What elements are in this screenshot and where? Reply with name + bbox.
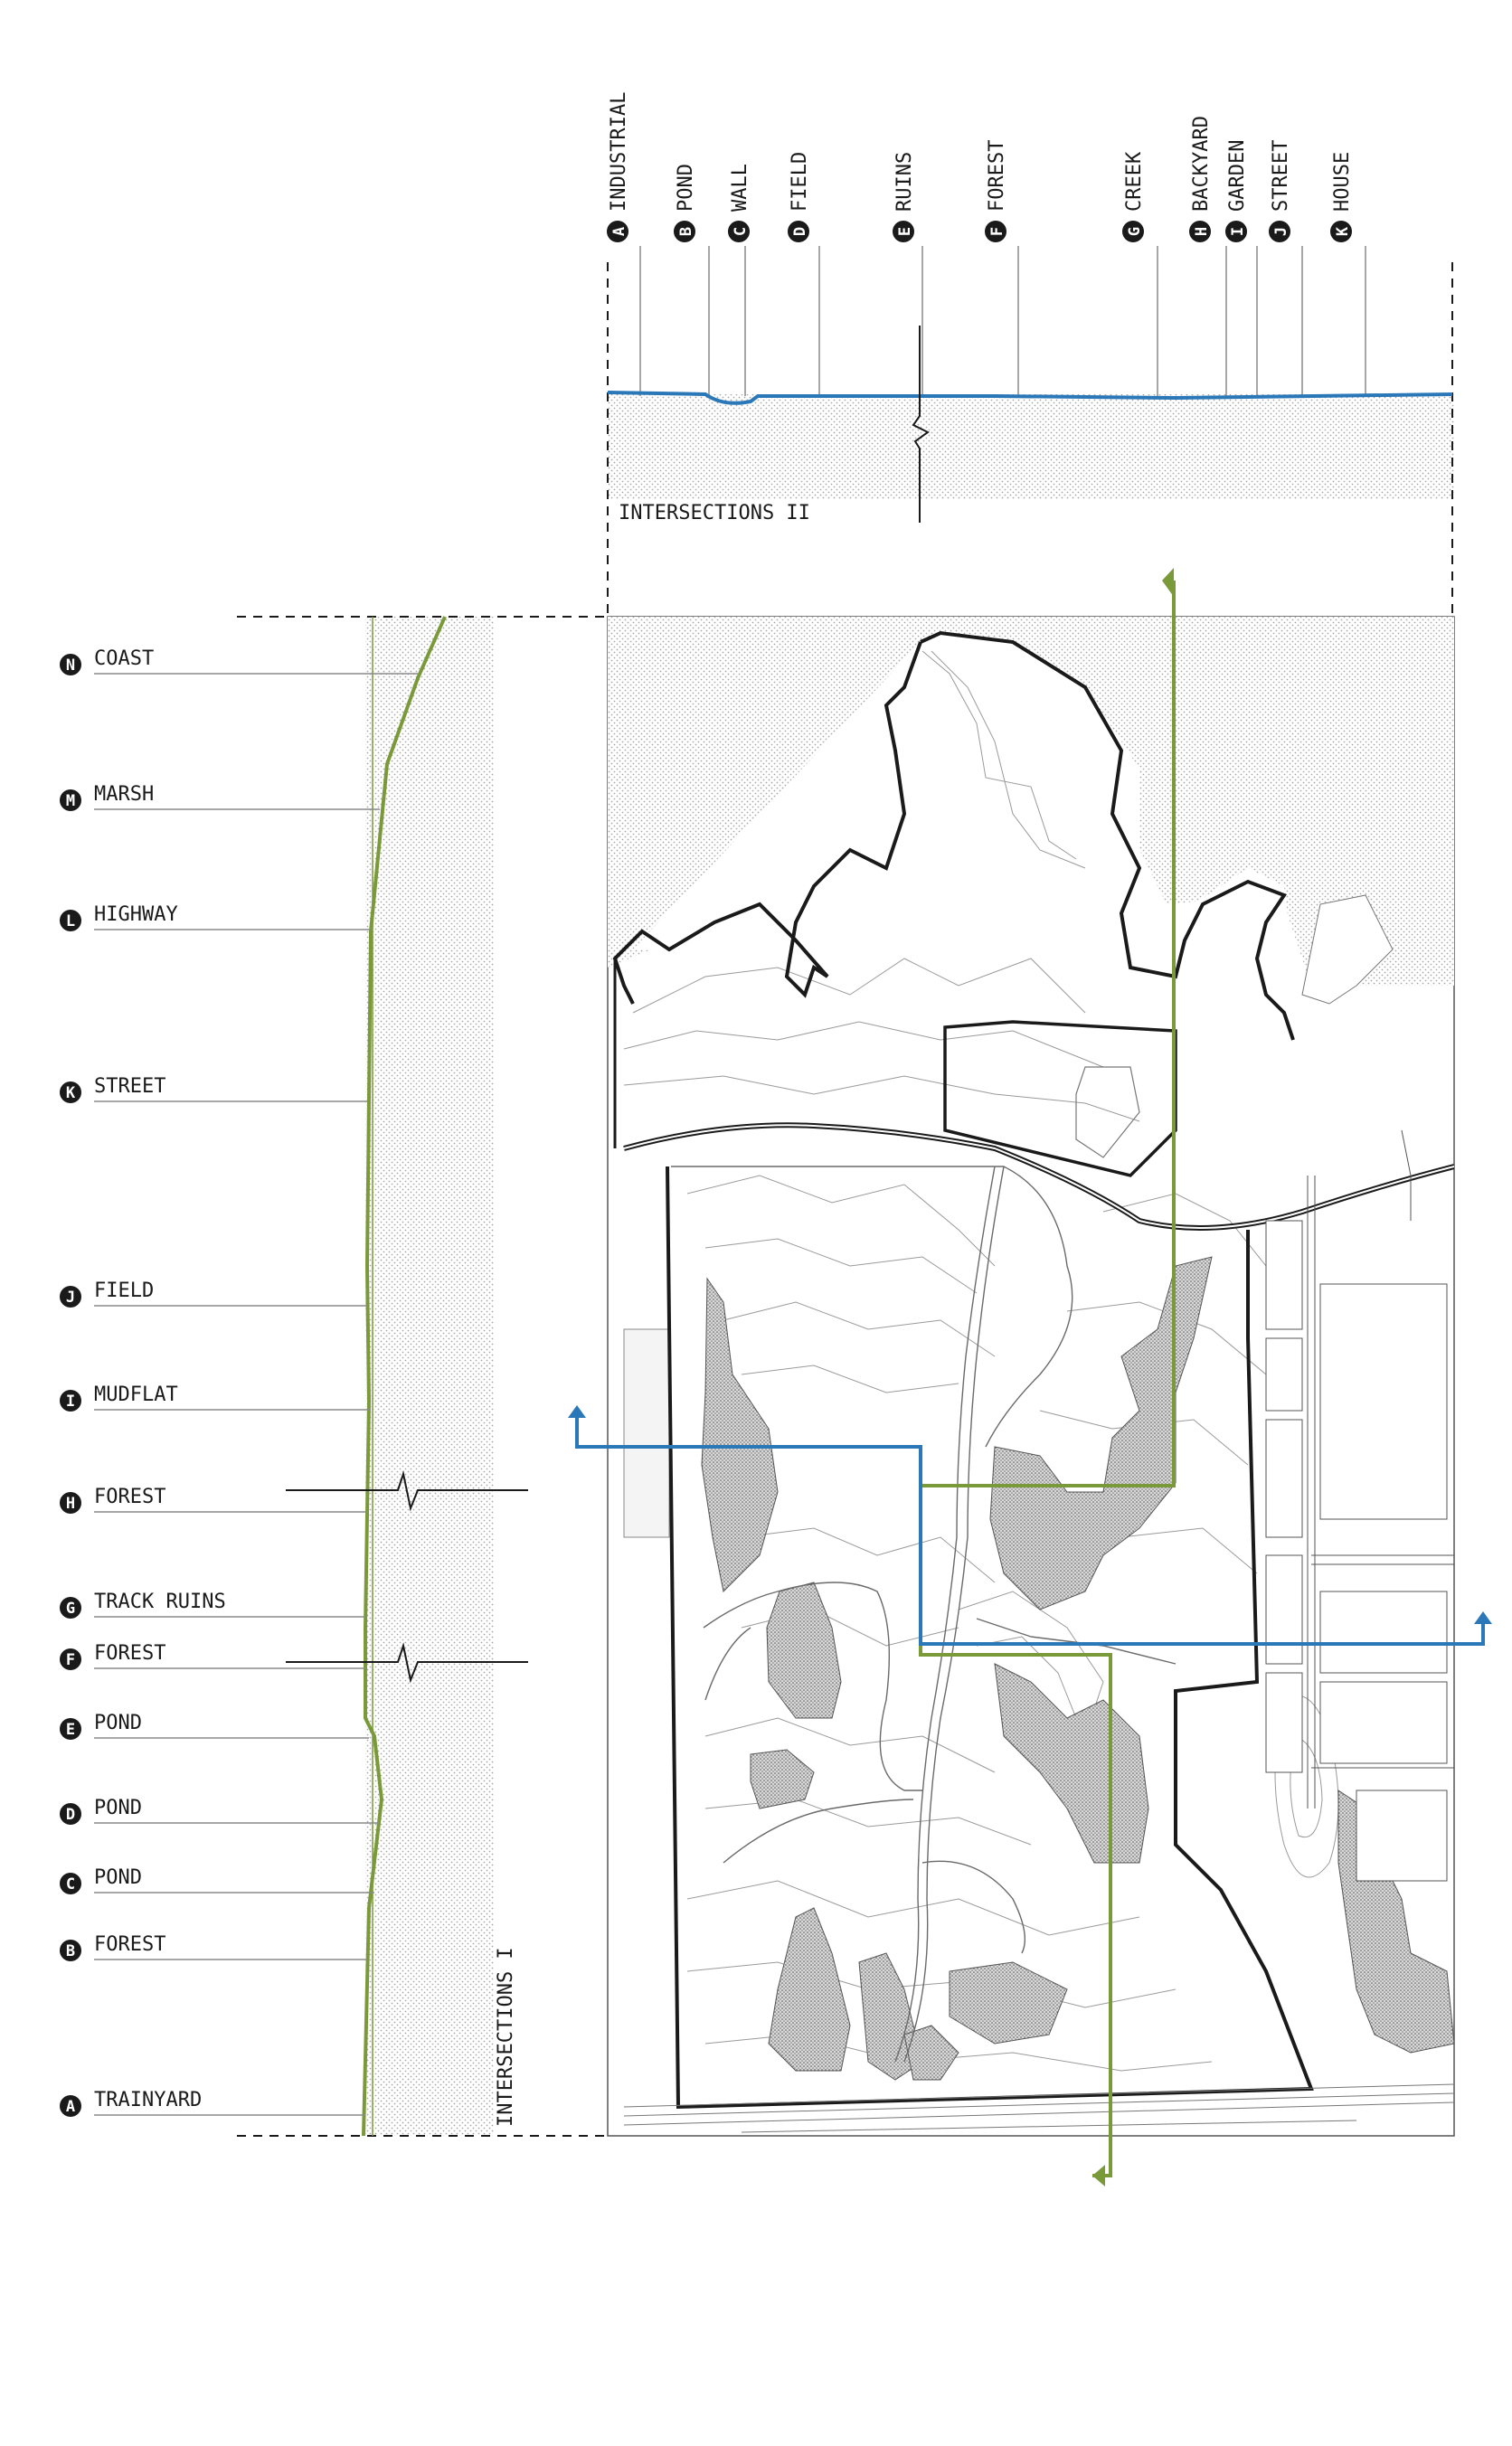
section-i-letter-h: H (65, 1495, 76, 1513)
section-ii-marker-j-street (1269, 140, 1292, 242)
section-ii-letter-h: H (1193, 226, 1211, 237)
section-ii-letter-i: I (1229, 226, 1247, 237)
section-ii-ticks (640, 246, 1366, 396)
section-i-letter-l: L (65, 912, 76, 930)
section-cut-i-arrow-north (1162, 568, 1174, 597)
section-i-title: INTERSECTIONS I (495, 1947, 517, 2127)
section-i-marker-l-highway (60, 903, 371, 931)
section-i-marker-e-pond (60, 1712, 369, 1740)
section-i-label-trainyard: TRAINYARD (94, 2089, 203, 2111)
section-i-letter-c: C (65, 1875, 76, 1894)
section-ii-letter-c: C (732, 226, 750, 237)
section-ii-label-ruins: RUINS (893, 151, 916, 212)
section-i-label-track-ruins: TRACK RUINS (94, 1591, 226, 1613)
section-ii-label-garden: GARDEN (1226, 139, 1249, 212)
section-ii-letter-d: D (791, 226, 809, 237)
section-ii-marker-c-wall (728, 164, 751, 242)
section-ii-label-house: HOUSE (1331, 151, 1354, 212)
section-i-label-marsh: MARSH (94, 783, 155, 806)
section-ii-label-creek: CREEK (1123, 151, 1146, 212)
section-ii-label-field: FIELD (789, 151, 811, 212)
section-i-letter-m: M (65, 792, 76, 810)
section-i-marker-a-trainyard (60, 2089, 365, 2117)
section-ii (607, 92, 1454, 617)
section-ii-letter-g: G (1126, 226, 1144, 237)
section-i-letter-f: F (65, 1651, 76, 1669)
section-i-label-field: FIELD (94, 1280, 155, 1302)
section-i-marker-c-pond (60, 1866, 374, 1894)
section-ii-marker-h-backyard (1189, 116, 1213, 242)
section-i-letter-i: I (65, 1393, 76, 1411)
section-ii-marker-f-forest (985, 140, 1008, 242)
section-ii-ground (608, 394, 1454, 499)
section-ii-marker-d-field (788, 152, 811, 242)
section-i-marker-d-pond (60, 1797, 380, 1825)
section-i-label-street: STREET (94, 1075, 166, 1098)
section-ii-marker-a-industrial (607, 92, 630, 242)
section-ii-label-street: STREET (1270, 139, 1292, 212)
section-i-marker-i-mudflat (60, 1384, 371, 1412)
section-i-label-pond: POND (94, 1712, 142, 1734)
section-ii-letter-a: A (610, 226, 628, 237)
section-i (60, 617, 608, 2136)
section-i-label-forest: FOREST (94, 1933, 166, 1956)
section-ii-marker-b-pond (674, 164, 697, 242)
section-i-marker-j-field (60, 1280, 367, 1308)
section-ii-marker-i-garden (1225, 140, 1249, 242)
section-i-letter-g: G (65, 1600, 76, 1618)
section-i-letter-k: K (65, 1084, 76, 1102)
section-ii-label-forest: FOREST (986, 139, 1008, 212)
section-i-label-pond: POND (94, 1866, 142, 1889)
section-i-letter-b: B (65, 1942, 76, 1960)
section-i-letter-j: J (65, 1289, 76, 1307)
section-i-label-forest: FOREST (94, 1486, 166, 1508)
section-i-letter-n: N (65, 656, 76, 675)
section-i-letter-d: D (65, 1806, 76, 1824)
section-ii-marker-e-ruins (893, 152, 916, 242)
section-ii-label-industrial: INDUSTRIAL (608, 91, 630, 212)
section-ii-letter-b: B (677, 226, 695, 237)
section-i-marker-g-track-ruins (60, 1591, 365, 1619)
section-cut-i-arrow-south (1092, 2165, 1105, 2186)
industrial-building (624, 1329, 669, 1537)
section-i-label-mudflat: MUDFLAT (94, 1384, 178, 1406)
section-i-label-pond: POND (94, 1797, 142, 1819)
section-i-marker-b-forest (60, 1933, 367, 1961)
section-cut-ii-arrow-east (1474, 1611, 1492, 1624)
section-ii-marker-k-house (1330, 152, 1354, 242)
section-cut-ii-arrow-west (568, 1405, 586, 1418)
section-ii-title: INTERSECTIONS II (619, 502, 810, 524)
section-i-letter-e: E (65, 1721, 76, 1739)
section-ii-letter-f: F (988, 226, 1006, 237)
section-i-marker-f-forest (60, 1642, 365, 1670)
section-ii-labels (607, 92, 1354, 242)
section-ii-label-wall: WALL (729, 164, 751, 212)
section-i-marker-n-coast (60, 647, 418, 675)
section-ii-marker-g-creek (1122, 151, 1146, 242)
section-i-letter-a: A (65, 2098, 76, 2116)
section-i-marker-m-marsh (60, 783, 380, 811)
site-map (608, 617, 1454, 2136)
section-ii-label-backyard: BACKYARD (1190, 116, 1213, 212)
section-i-label-highway: HIGHWAY (94, 903, 178, 926)
section-i-label-forest: FOREST (94, 1642, 166, 1665)
section-i-ground (365, 617, 494, 2136)
section-i-label-coast: COAST (94, 647, 155, 670)
section-i-labels (60, 647, 418, 2117)
section-ii-label-pond: POND (675, 164, 697, 212)
section-i-marker-k-street (60, 1075, 367, 1103)
section-ii-letter-j: J (1272, 226, 1290, 237)
section-ii-letter-k: K (1334, 226, 1352, 237)
section-ii-letter-e: E (896, 226, 914, 237)
